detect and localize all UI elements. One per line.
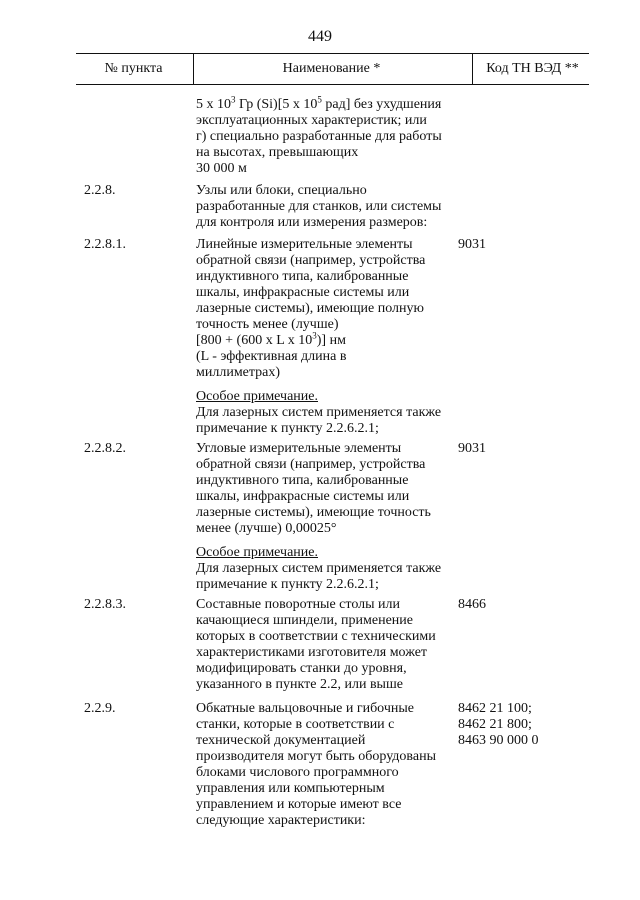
page-number: 449 [308, 28, 332, 45]
text-line: эксплуатационных характеристик; или [196, 113, 427, 128]
note-title: Особое примечание. [196, 545, 318, 560]
header-name: Наименование * [282, 61, 381, 76]
table-header [76, 53, 589, 85]
formula: [800 + (600 х L х $10^3$)] нм [196, 330, 346, 348]
header-divider [472, 54, 473, 84]
item-number: 2.2.8. [84, 183, 116, 198]
item-text: Узлы или блоки, специально разработанные для станков, или системы для контроля или измерения размеров: [196, 183, 442, 230]
item-text: Составные поворотные столы или качающиеся шпиндели, применение которых в соответствии с техническими характеристиками изготовителя может модифицировать станки до уровня, указанного в пункте 2.2, или выше [196, 597, 436, 692]
continuation-text [196, 94, 458, 177]
item-number: 2.2.8.1. [84, 237, 126, 252]
item-code: 8466 [458, 597, 486, 612]
special-note: Особое примечание. Для лазерных систем применяется также примечание к пункту 2.2.6.2.1; [196, 389, 458, 437]
header-code: Код ТН ВЭД ** [486, 61, 579, 76]
item-text: Линейные измерительные элементы обратной связи (например, устройства индуктивного типа, калиброванные шкалы, инфракрасные системы или лазерные системы), имеющие полную точность менее (лучше) [800 + (600 х L х $10^3$)] нм (L - эффективная длина в миллиметрах) [196, 237, 458, 381]
item-text: Угловые измерительные элементы обратной связи (например, устройства индуктивного типа, калиброванные шкалы, инфракрасные системы или лазерные системы), имеющие точность менее (лучше) 0,00025° [196, 441, 431, 536]
header-number: № пункта [104, 61, 163, 76]
special-note: Особое примечание. Для лазерных систем применяется также примечание к пункту 2.2.6.2.1; [196, 545, 458, 593]
item-code: 9031 [458, 237, 486, 252]
item-text: Обкатные вальцовочные и гибочные станки, которые в соответствии с технической документацией производителя могут быть оборудованы блоками числового программного управления или компьютерным управлением и которые имеют все следующие характеристики: [196, 701, 436, 828]
item-number: 2.2.8.3. [84, 597, 126, 612]
item-codes: 8462 21 100; 8462 21 800; 8463 90 000 0 [458, 701, 539, 748]
text-line: 5 х $10^3$ Гр (Si)[5 х $10^5$ рад] без ухудшения [196, 94, 442, 112]
text-line: г) специально разработанные для работы [196, 129, 442, 144]
item-number: 2.2.9. [84, 701, 116, 716]
item-number: 2.2.8.2. [84, 441, 126, 456]
note-title: Особое примечание. [196, 389, 318, 404]
text-line: 30 000 м [196, 161, 247, 176]
text-line: на высотах, превышающих [196, 145, 359, 160]
item-code: 9031 [458, 441, 486, 456]
